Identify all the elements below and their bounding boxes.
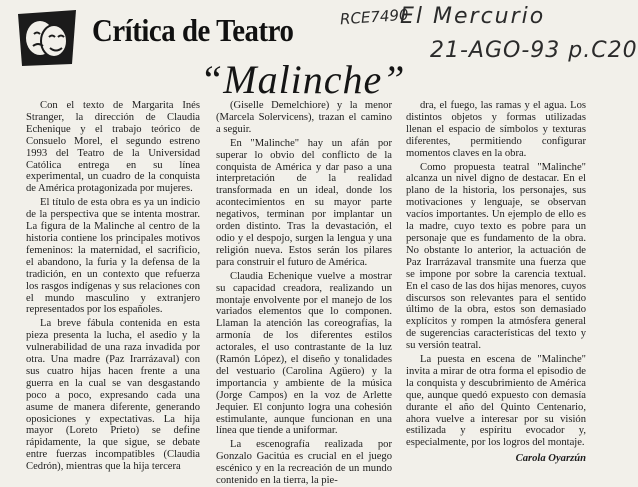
handwritten-publication: El Mercurio	[400, 4, 546, 29]
paragraph: Claudia Echenique vuelve a mostrar su capacidad creadora, realizando un montaje envolvente por el manejo de los variados elementos que lo componen. Llaman la atención las coreografías, la armonía de los diferentes estilos actorales, el uso contrastante de la luz (Ramón López), el diseño y tonalidades del vestuario (Carolina Agüero) y la importancia y ambiente de la música (Jorge Campos) en la voz de Arlette Jequier. El conjunto logra una cohesión estimulante, aunque funcionan en una línea que tiende a uniformar.	[216, 270, 392, 437]
paragraph: Como propuesta teatral "Malinche" alcanza un nivel digno de destacar. En el plano de la historia, los personajes, sus motivaciones y lenguaje, se observan vacíos importantes. Un ejemplo de ello es la madre, cuyo texto es pobre para un personaje que es fundamento de la obra. No obstante lo anterior, la actuación de Paz Irarrázaval transmite una fuerza que se impone por sobre la carencia textual. En el caso de las dos hijas menores, cuyos discursos son relevantes para el sentido último de la obra, estos son demasiado explícitos y rompen la atmósfera general de sugerencias características del texto y su versión teatral.	[406, 161, 586, 352]
article-column-3	[406, 100, 586, 465]
paragraph: dra, el fuego, las ramas y el agua. Los distintos objetos y formas utilizadas llenan el espacio de símbolos y texturas diferentes, permitiendo configurar momentos claves en la obra.	[406, 100, 586, 159]
article-column-1	[26, 100, 200, 473]
paragraph: Con el texto de Margarita Inés Stranger, la dirección de Claudia Echenique y el trabajo teórico de Consuelo Morel, el segundo estreno 1993 del Teatro de la Universidad Católica entrega en su línea experimental, un cuadro de la conquista de América protagonizada por mujeres.	[26, 100, 200, 195]
paragraph: La puesta en escena de "Malinche" invita a mirar de otra forma el episodio de la conquista y descubrimiento de América que, aunque quedó expuesto con demasía durante el año del Quinto Centenario, ahora vuelve a interesar por su visión estilizada y espíritu evocador y, especialmente, por los logros del montaje.	[406, 354, 586, 449]
theatre-masks-icon	[14, 8, 80, 68]
paragraph: La escenografía realizada por Gonzalo Gacitúa es crucial en el juego escénico y en la recreación de un mundo contenido en la tierra, la pie-	[216, 439, 392, 487]
paragraph: La breve fábula contenida en esta pieza presenta la lucha, el asedio y la vulnerabilidad de una raza invadida por otra. Una madre (Paz Irarrázaval) con sus cuatro hijas hacen frente a una guerra en la cual se van desgastando poco a poco, expresando cada una asume de manera diferente, generando oposiciones y expectativas. La hija mayor (Loreto Prieto) se define rápidamente, la que sigue, se debate entre fuerzas incompatibles (Claudia Cedrón), mientras que la hija tercera	[26, 318, 200, 473]
headline: “Malinche”	[200, 57, 406, 102]
section-title: Crítica de Teatro	[92, 12, 294, 48]
paragraph: (Giselle Demelchiore) y la menor (Marcela Solervicens), trazan el camino a seguir.	[216, 100, 392, 135]
handwritten-reference: RCE7490	[339, 5, 410, 29]
article-column-2	[216, 100, 392, 487]
paragraph: En "Malinche" hay un afán por superar lo obvio del conflicto de la conquista de América y dar paso a una interpretación de la realidad transformada en un ideal, donde los acontecimientos en su mayor parte negativos, terminan por implantar un orden distinto. Tras la devastación, el odio y el despojo, surgen la lengua y una religión nueva. Estos serán los pilares para construir el futuro de América.	[216, 137, 392, 268]
handwritten-date: 21-AGO-93 p.C20	[430, 38, 638, 63]
author-signature: Carola Oyarzún	[515, 453, 586, 465]
paragraph: El título de esta obra es ya un indicio de la perspectiva que se intenta mostrar. La figura de la Malinche al centro de la historia contiene los principales motivos femeninos: la maternidad, el sacrificio, el abandono, la furia y la defensa de la tradición, en un contexto que refuerza los rasgos indígenas y sus relaciones con el mundo masculino y extranjero representados por los españoles.	[26, 197, 200, 316]
